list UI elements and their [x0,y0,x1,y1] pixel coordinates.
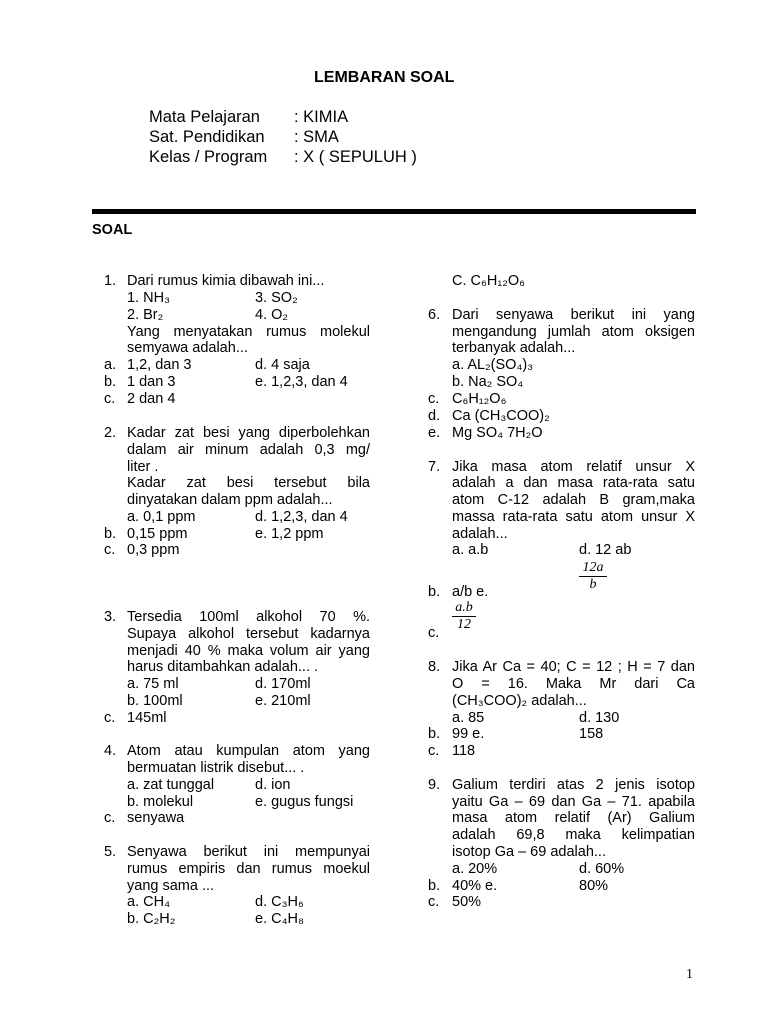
answer-option: d. 12 ab [579,542,632,558]
answer-option: e. 1,2,3, dan 4 [255,374,348,390]
answer-marker: c. [428,625,440,641]
answer-marker: c. [104,710,116,726]
answer-option: 0,3 ppm [127,542,180,558]
question-text: atom C-12 adalah B gram,maka [452,492,695,508]
answer-option: 99 e. [452,726,485,742]
answer-marker: a. [104,357,117,373]
answer-option: d. 4 saja [255,357,310,373]
answer-option: a. 85 [452,710,485,726]
answer-option: 40% e. [452,878,498,894]
answer-marker: c. [104,391,116,407]
answer-option: b. Na₂ SO₄ [452,374,524,390]
answer-option: b. molekul [127,794,194,810]
question-text: (CH₃COO)₂ adalah... [452,693,587,709]
answer-option: a. AL₂(SO₄)₃ [452,357,534,373]
answer-option: d. 130 [579,710,620,726]
answer-option: 0,15 ppm [127,526,188,542]
answer-option: Mg SO₄ 7H₂O [452,425,543,441]
answer-option: 158 [579,726,604,742]
question-text: isotop Ga – 69 adalah... [452,844,606,860]
question-number: 3. [104,609,117,625]
class-label: Kelas / Program [149,148,268,166]
question-text: masa atom relatif (Ar) Galium [452,810,695,826]
answer-option: a. CH₄ [127,894,170,910]
page-number: 1 [686,967,693,982]
answer-option: 80% [579,878,609,894]
answer-marker: c. [428,391,440,407]
answer-marker: c. [104,810,116,826]
answer-option: d. 1,2,3, dan 4 [255,509,348,525]
education-value: : SMA [294,128,339,146]
question-text: Senyawa berikut ini mempunyai [127,844,370,860]
question-text: rumus empiris dan rumus moekul [127,861,370,877]
answer-option: d. C₃H₆ [255,894,304,910]
question-number: 7. [428,459,441,475]
answer-option: e. 1,2 ppm [255,526,324,542]
fraction [579,560,607,593]
answer-option: 1 dan 3 [127,374,176,390]
question-text: Galium terdiri atas 2 jenis isotop [452,777,695,793]
question-text: Jika Ar Ca = 40; C = 12 ; H = 7 dan [452,659,695,675]
answer-option: a/b e. [452,584,489,600]
answer-option: b. C₂H₂ [127,911,176,927]
fraction [452,600,476,633]
question-number: 1. [104,273,117,289]
answer-option: 1,2, dan 3 [127,357,192,373]
answer-option: e. gugus fungsi [255,794,354,810]
fraction-denominator: 12 [457,617,471,632]
question-text: massa rata-rata satu atom unsur X [452,509,695,525]
question-text: Jika masa atom relatif unsur X [452,459,695,475]
fraction-numerator: 12a [582,560,604,575]
question-number: 4. [104,743,117,759]
answer-option: d. 170ml [255,676,311,692]
question-text: dalam air minum adalah 0,3 mg/ [127,442,370,458]
answer-marker: b. [104,374,117,390]
question-number: 9. [428,777,441,793]
answer-marker: e. [428,425,441,441]
question-text: yang sama ... [127,878,215,894]
subject-label: Mata Pelajaran [149,108,260,126]
question-text: adalah 69,8 maka kelimpatian [452,827,695,843]
fraction-denominator: b [589,577,597,592]
question-text: mengandung jumlah atom oksigen [452,324,695,340]
answer-option: e. C₄H₈ [255,911,304,927]
answer-marker: c. [428,743,440,759]
question-text: terbanyak adalah... [452,340,576,356]
answer-option: e. 210ml [255,693,311,709]
question-text: harus ditambahkan adalah... . [127,659,319,675]
question-text: Kadar zat besi yang diperbolehkan [127,425,370,441]
page-title: LEMBARAN SOAL [314,69,455,86]
answer-marker: c. [104,542,116,558]
question-text: Tersedia 100ml alkohol 70 %. [127,609,370,625]
question-text: bermuatan listrik disebut... . [127,760,305,776]
question-number: 2. [104,425,117,441]
question-text: dinyatakan dalam ppm adalah... [127,492,333,508]
fraction-numerator: a.b [455,600,473,615]
question-text: Dari senyawa berikut ini yang [452,307,695,323]
answer-option: a. 20% [452,861,498,877]
answer-option: d. ion [255,777,291,793]
question-text: semyawa adalah... [127,340,248,356]
option-item: 4. O₂ [255,307,289,323]
option-item: 1. NH₃ [127,290,170,306]
question-text: O = 16. Maka Mr dari Ca [452,676,695,692]
answer-marker: b. [428,878,441,894]
question-text: adalah a dan masa rata-rata satu [452,475,695,491]
question-text: liter . [127,459,159,475]
answer-marker: b. [428,726,441,742]
question-text: Dari rumus kimia dibawah ini... [127,273,325,289]
question-text: adalah... [452,526,508,542]
question-text: Supaya alkohol tersebut kadarnya [127,626,370,642]
answer-marker: b. [428,584,441,600]
question-number: 5. [104,844,117,860]
answer-marker: b. [104,526,117,542]
class-value: : X ( SEPULUH ) [294,148,417,166]
section-heading: SOAL [92,222,133,238]
question-text: Atom atau kumpulan atom yang [127,743,370,759]
question-number: 6. [428,307,441,323]
answer-option: senyawa [127,810,185,826]
answer-option: a. a.b [452,542,489,558]
answer-marker: d. [428,408,441,424]
subject-value: : KIMIA [294,108,349,126]
question-text: menjadi 40 % maka volum air yang [127,643,370,659]
answer-option: 118 [452,743,476,759]
question-text: yaitu Ga – 69 dan Ga – 71. apabila [452,794,695,810]
question-text: Yang menyatakan rumus molekul [127,324,370,340]
answer-option: C₆H₁₂O₆ [452,391,507,407]
option-item: 2. Br₂ [127,307,164,323]
answer-option: C. C₆H₁₂O₆ [452,273,525,289]
answer-option: d. 60% [579,861,625,877]
header-divider [92,209,696,214]
answer-option: a. 75 ml [127,676,179,692]
answer-option: b. 100ml [127,693,183,709]
question-text: Kadar zat besi tersebut bila [127,475,370,491]
education-label: Sat. Pendidikan [149,128,265,146]
question-number: 8. [428,659,441,675]
answer-option: a. 0,1 ppm [127,509,196,525]
answer-option: 2 dan 4 [127,391,176,407]
answer-option: Ca (CH₃COO)₂ [452,408,550,424]
option-item: 3. SO₂ [255,290,298,306]
answer-option: 50% [452,894,482,910]
answer-option: 145ml [127,710,167,726]
answer-option: a. zat tunggal [127,777,215,793]
answer-marker: c. [428,894,440,910]
